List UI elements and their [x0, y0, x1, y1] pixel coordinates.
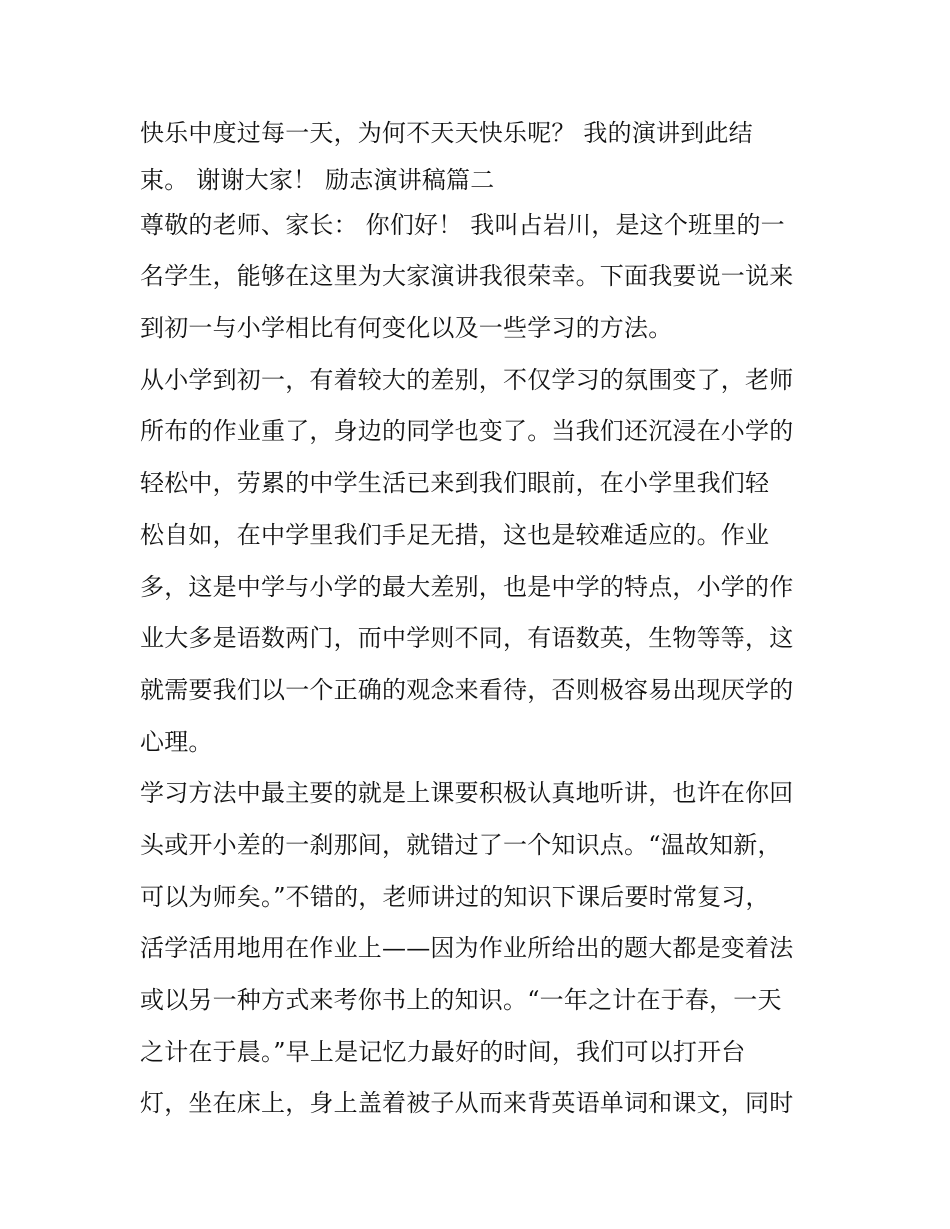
text-line: 尊敬的老师、家长： 你们好！ 我叫占岩川，是这个班里的一: [140, 210, 785, 239]
text-line: 学习方法中最主要的就是上课要积极认真地听讲，也许在你回: [140, 779, 794, 808]
text-line: 快乐中度过每一天，为何不天天快乐呢？ 我的演讲到此结: [140, 119, 753, 147]
text-line: 心理。: [140, 727, 213, 756]
text-line: 松自如，在中学里我们手足无措，这也是较难适应的。作业: [140, 520, 770, 549]
text-line: 多，这是中学与小学的最大差别，也是中学的特点，小学的作: [140, 572, 794, 601]
text-line: 之计在于晨。”早上是记忆力最好的时间，我们可以打开台: [140, 1037, 746, 1066]
text-line: 到初一与小学相比有何变化以及一些学习的方法。: [140, 314, 673, 343]
text-line: 束。 谢谢大家！ 励志演讲稿篇二: [140, 165, 495, 194]
text-line: 可以为师矣。”不错的，老师讲过的知识下课后要时常复习，: [140, 882, 770, 911]
text-line: 所布的作业重了，身边的同学也变了。当我们还沉浸在小学的: [140, 417, 794, 446]
body-text: [140, 108, 820, 1130]
text-line: 灯，坐在床上，身上盖着被子从而来背英语单词和课文，同时: [140, 1089, 794, 1118]
text-line: 业大多是语数两门，而中学则不同，有语数英，生物等等，这: [140, 624, 794, 653]
text-line: 从小学到初一，有着较大的差别，不仅学习的氛围变了，老师: [140, 365, 794, 394]
text-line: 活学活用地用在作业上——因为作业所给出的题大都是变着法: [140, 934, 794, 963]
text-line: 名学生，能够在这里为大家演讲我很荣幸。下面我要说一说来: [140, 262, 794, 291]
text-line: 就需要我们以一个正确的观念来看待，否则极容易出现厌学的: [140, 675, 794, 704]
text-line: 轻松中，劳累的中学生活已来到我们眼前，在小学里我们轻: [140, 469, 770, 498]
text-line: 头或开小差的一刹那间，就错过了一个知识点。“温故知新，: [140, 830, 782, 859]
text-line: 或以另一种方式来考你书上的知识。“一年之计在于春，一天: [140, 986, 782, 1014]
